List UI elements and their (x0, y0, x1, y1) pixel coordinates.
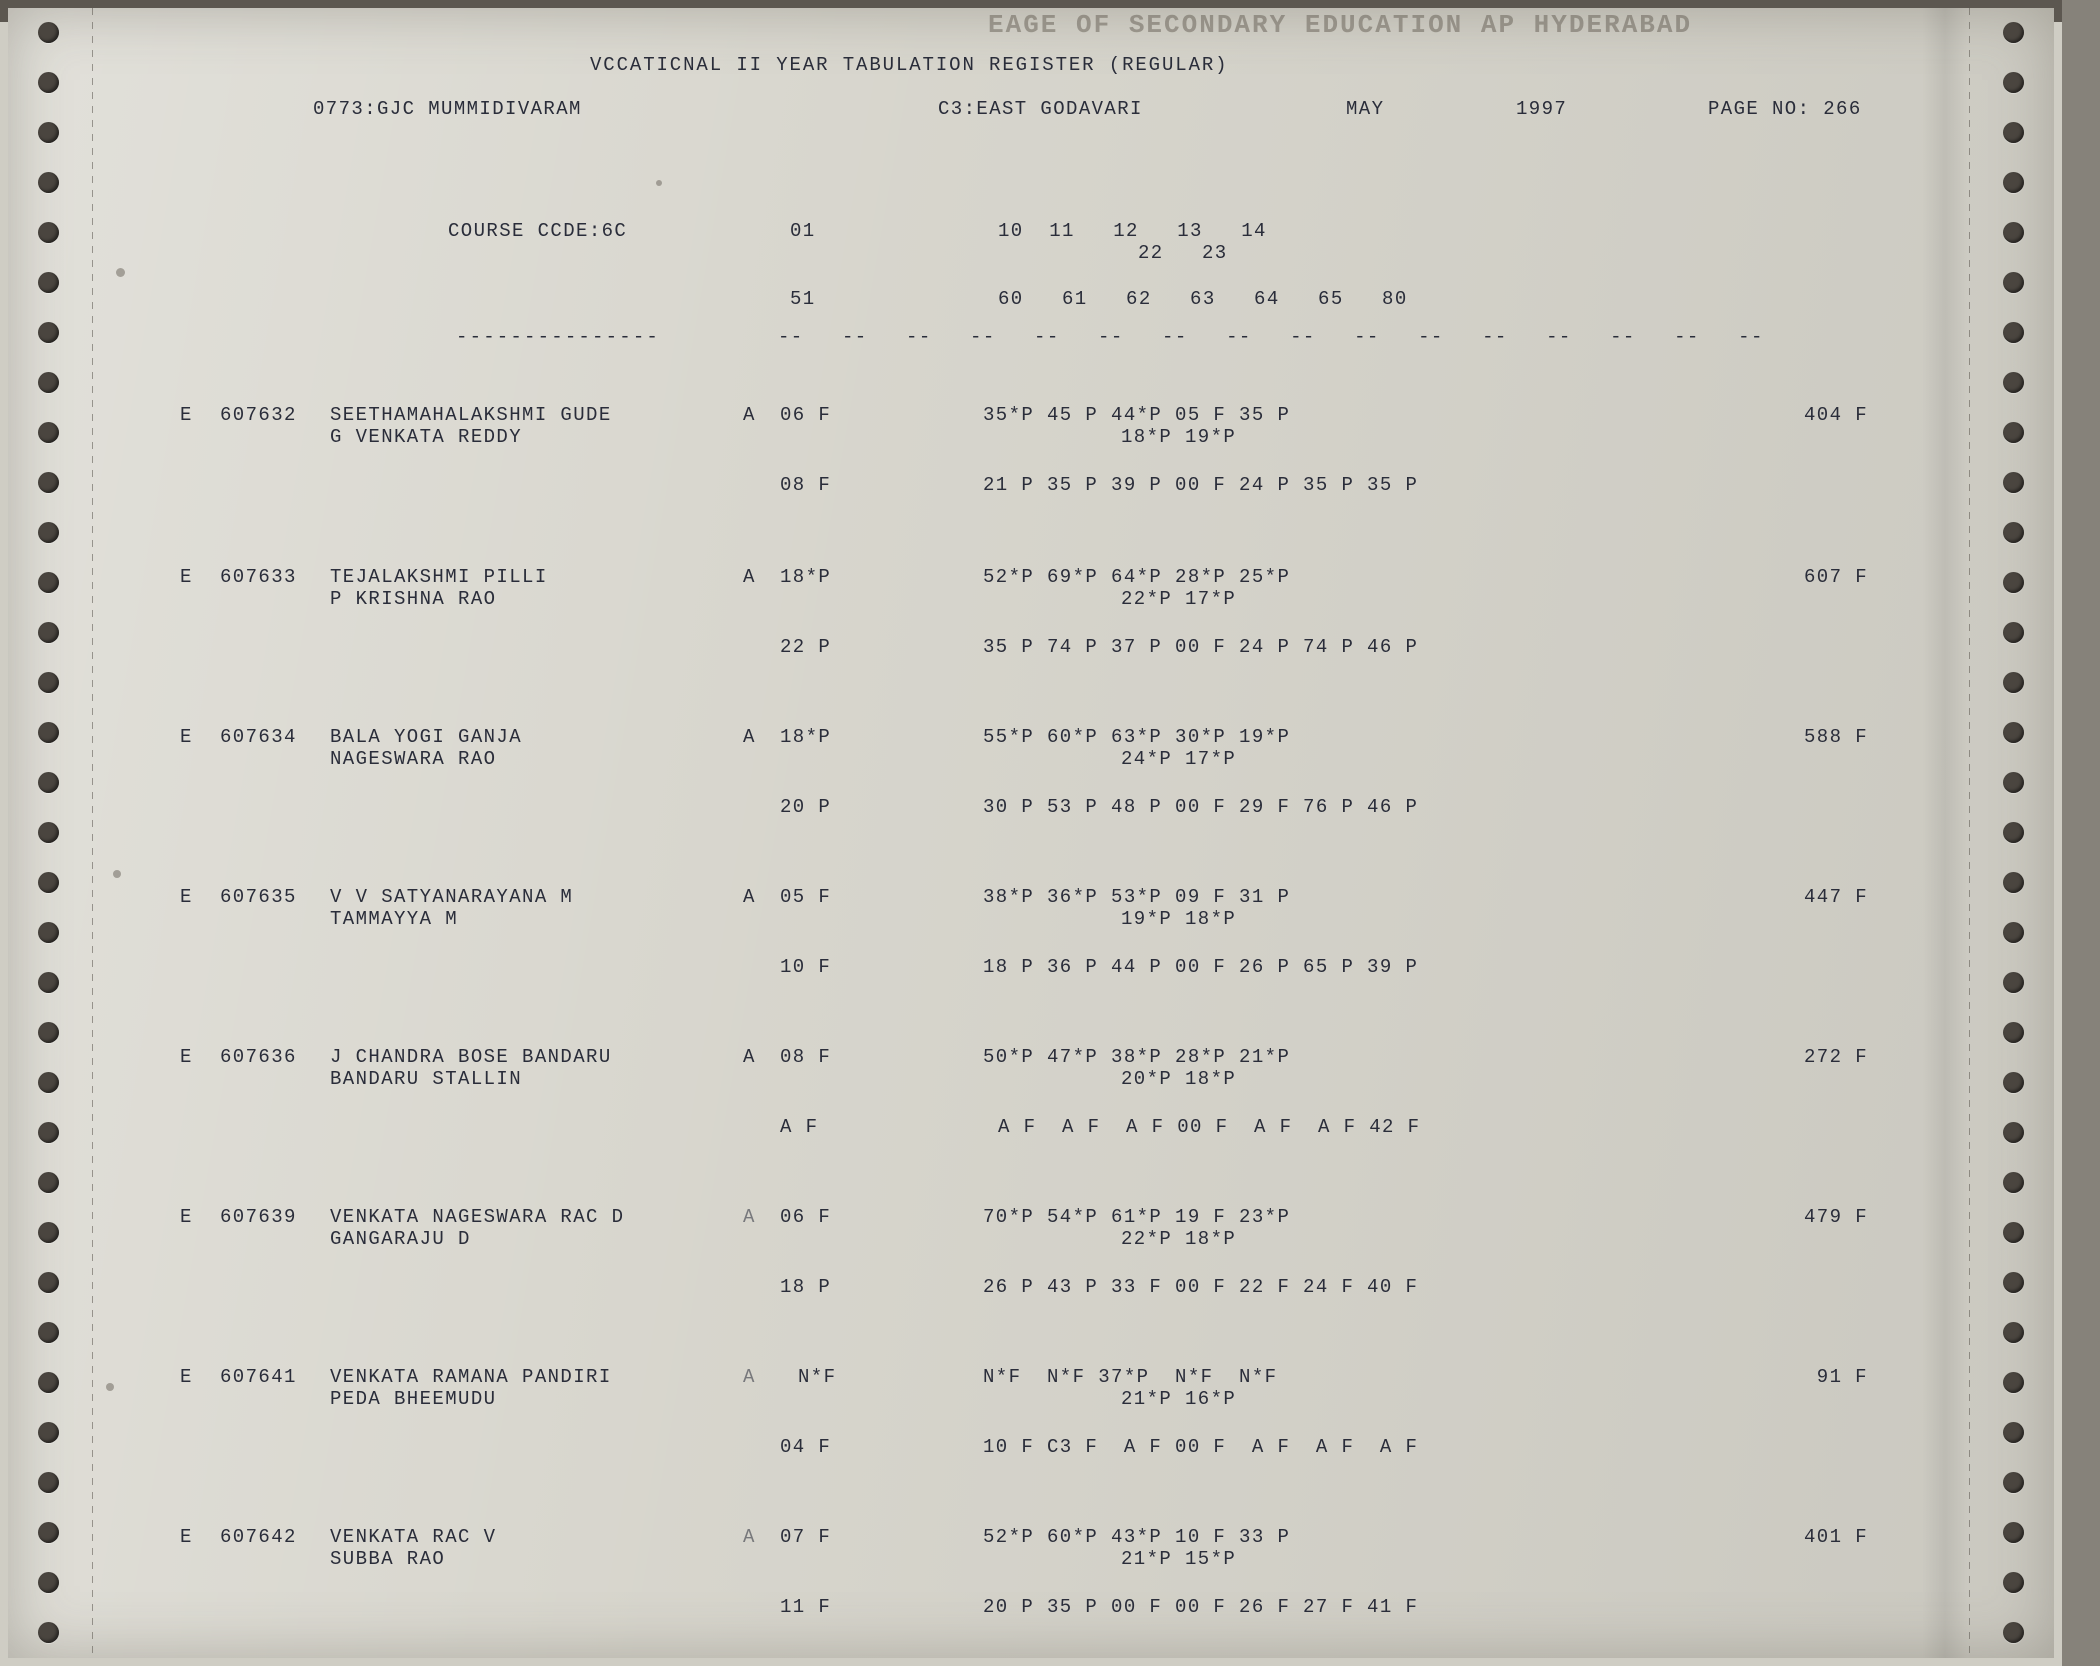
record-status-flag: E (180, 1526, 193, 1548)
candidate-name: SEETHAMAHALAKSHMI GUDE (330, 404, 612, 426)
mark-col-01: 08 F (780, 1046, 832, 1068)
father-name: GANGARAJU D (330, 1228, 471, 1250)
scan-speck (656, 180, 662, 186)
marks-row-1: 38*P 36*P 53*P 09 F 31 P (983, 886, 1291, 908)
marks-row-1: 35*P 45 P 44*P 05 F 35 P (983, 404, 1291, 426)
candidate-name: V V SATYANARAYANA M (330, 886, 574, 908)
marks-row-2: 19*P 18*P (1121, 908, 1237, 930)
mark-col-51: A F (780, 1116, 819, 1138)
separator-dashes-label: --------------- (456, 326, 661, 348)
record-status-flag: E (180, 886, 193, 908)
continuous-form-sheet (8, 8, 2054, 1658)
roll-number: 607641 (220, 1366, 297, 1388)
document-title: VCCATICNAL II YEAR TABULATION REGISTER (REGULAR) (590, 54, 1229, 76)
exam-month: MAY (1346, 98, 1385, 120)
attempt-code: A (743, 1206, 756, 1228)
mark-col-01: 07 F (780, 1526, 832, 1548)
scan-speck (106, 1383, 114, 1391)
previous-page-bleed-text: EAGE OF SECONDARY EDUCATION AP HYDERABAD (988, 10, 1693, 40)
marks-row-1: 50*P 47*P 38*P 28*P 21*P (983, 1046, 1291, 1068)
scan-background-right (2062, 0, 2100, 1666)
mark-col-51: 10 F (780, 956, 832, 978)
mark-col-51: 22 P (780, 636, 832, 658)
record-status-flag: E (180, 404, 193, 426)
attempt-code: A (743, 1526, 756, 1548)
father-name: BANDARU STALLIN (330, 1068, 523, 1090)
separator-dashes-columns: -- -- -- -- -- -- -- -- -- -- -- -- -- -- -- -- (778, 326, 1764, 348)
marks-row-3: 21 P 35 P 39 P 00 F 24 P 35 P 35 P (983, 474, 1419, 496)
candidate-name: VENKATA NAGESWARA RAC D (330, 1206, 625, 1228)
scan-speck (113, 870, 121, 878)
marks-row-3: 30 P 53 P 48 P 00 F 29 F 76 P 46 P (983, 796, 1419, 818)
marks-row-2: 21*P 15*P (1121, 1548, 1237, 1570)
roll-number: 607632 (220, 404, 297, 426)
marks-row-1: N*F N*F 37*P N*F N*F (983, 1366, 1278, 1388)
attempt-code: A (743, 726, 756, 748)
mark-col-01: 18*P (780, 726, 832, 748)
record-status-flag: E (180, 1366, 193, 1388)
record-status-flag: E (180, 1046, 193, 1068)
marks-row-3: 26 P 43 P 33 F 00 F 22 F 24 F 40 F (983, 1276, 1419, 1298)
mark-col-01: 06 F (780, 404, 832, 426)
marks-row-2: 21*P 16*P (1121, 1388, 1237, 1410)
subject-code-51: 51 (790, 288, 816, 310)
record-status-flag: E (180, 1206, 193, 1228)
father-name: G VENKATA REDDY (330, 426, 523, 448)
father-name: NAGESWARA RAO (330, 748, 497, 770)
subject-code-01: 01 (790, 220, 816, 242)
marks-row-3: 10 F C3 F A F 00 F A F A F A F (983, 1436, 1419, 1458)
roll-number: 607633 (220, 566, 297, 588)
record-status-flag: E (180, 566, 193, 588)
subject-codes-row1: 10 11 12 13 14 (998, 220, 1267, 242)
marks-row-1: 52*P 69*P 64*P 28*P 25*P (983, 566, 1291, 588)
record-status-flag: E (180, 726, 193, 748)
scan-speck (116, 268, 125, 277)
father-name: SUBBA RAO (330, 1548, 446, 1570)
roll-number: 607634 (220, 726, 297, 748)
attempt-code: A (743, 1366, 756, 1388)
candidate-name: TEJALAKSHMI PILLI (330, 566, 548, 588)
marks-row-1: 70*P 54*P 61*P 19 F 23*P (983, 1206, 1291, 1228)
roll-number: 607636 (220, 1046, 297, 1068)
roll-number: 607635 (220, 886, 297, 908)
attempt-code: A (743, 404, 756, 426)
marks-row-2: 24*P 17*P (1121, 748, 1237, 770)
mark-col-51: 04 F (780, 1436, 832, 1458)
page-number: PAGE NO: 266 (1708, 98, 1862, 120)
college-code: 0773:GJC MUMMIDIVARAM (313, 98, 582, 120)
marks-row-1: 52*P 60*P 43*P 10 F 33 P (983, 1526, 1291, 1548)
subject-codes-row3: 60 61 62 63 64 65 80 (998, 288, 1408, 310)
father-name: TAMMAYYA M (330, 908, 459, 930)
district-code: C3:EAST GODAVARI (938, 98, 1143, 120)
mark-col-01: N*F (798, 1366, 837, 1388)
marks-row-3: A F A F A F 00 F A F A F 42 F (998, 1116, 1421, 1138)
marks-row-2: 18*P 19*P (1121, 426, 1237, 448)
roll-number: 607639 (220, 1206, 297, 1228)
marks-row-2: 22*P 17*P (1121, 588, 1237, 610)
mark-col-51: 18 P (780, 1276, 832, 1298)
candidate-name: VENKATA RAMANA PANDIRI (330, 1366, 612, 1388)
mark-col-01: 05 F (780, 886, 832, 908)
mark-col-51: 08 F (780, 474, 832, 496)
subject-codes-row2: 22 23 (1138, 242, 1228, 264)
marks-row-3: 18 P 36 P 44 P 00 F 26 P 65 P 39 P (983, 956, 1419, 978)
roll-number: 607642 (220, 1526, 297, 1548)
marks-row-3: 20 P 35 P 00 F 00 F 26 F 27 F 41 F (983, 1596, 1419, 1618)
attempt-code: A (743, 566, 756, 588)
mark-col-01: 18*P (780, 566, 832, 588)
marks-row-2: 20*P 18*P (1121, 1068, 1237, 1090)
attempt-code: A (743, 1046, 756, 1068)
marks-row-2: 22*P 18*P (1121, 1228, 1237, 1250)
candidate-name: BALA YOGI GANJA (330, 726, 523, 748)
marks-row-3: 35 P 74 P 37 P 00 F 24 P 74 P 46 P (983, 636, 1419, 658)
father-name: PEDA BHEEMUDU (330, 1388, 497, 1410)
candidate-name: VENKATA RAC V (330, 1526, 497, 1548)
mark-col-01: 06 F (780, 1206, 832, 1228)
mark-col-51: 20 P (780, 796, 832, 818)
father-name: P KRISHNA RAO (330, 588, 497, 610)
candidate-name: J CHANDRA BOSE BANDARU (330, 1046, 612, 1068)
printed-content: EAGE OF SECONDARY EDUCATION AP HYDERABAD VCCATICNAL II YEAR TABULATION REGISTER (REGULAR) 0773:GJC MUMMIDIVARAM C3:EAST GODAVARI MAY 1997 PAGE NO: 266 COURSE CCDE:6C 01 10 11 12 13 14 22 23 51 60 61 62 63 64 65 80 --------------- -- -- -- -- -- -- -- -- -- -- -- -- -- -- -- -- E 607632 SEETHAMAHALAKSHMI GUDE G VENKATA REDDY A 06 F 35*P 45 P 44*P 05 F 35 P 18*P 19*P 08 F 21 P 35 P 39 P 00 F 24 P 35 P 35 P 404 F E 607633 TEJALAKSHMI PILLI P KRISHNA RAO A 18*P 52*P 69*P 64*P 28*P 25*P 22*P 17*P 22 P 35 P 74 P 37 P 00 F 24 P 74 P 46 P 607 F E 607634 BALA YOGI GANJA NAGESWARA RAO A 18*P 55*P 60*P 63*P 30*P 19*P 24*P 17*P 20 P 30 P 53 P 48 P 00 F 29 F 76 P 46 P 588 F E 607635 V V SATYANARAYANA M TAMMAYYA M A 05 F 38*P 36*P 53*P 09 F 31 P 19*P 18*P 10 F 18 P 36 P 44 P 00 F 26 P 65 P 39 P 447 F E 607636 J CHANDRA BOSE BANDARU BANDARU STALLIN A 08 F 50*P 47*P 38*P 28*P 21*P 20*P 18*P A F A F A F A F 00 F A F A F 42 F 272 F E 607639 VENKATA NAGESWARA RAC D GANGARAJU D A 06 F 70*P 54*P 61*P 19 F 23*P 22*P 18*P 18 P 26 P 43 P 33 F 00 F 22 F 24 F 40 F 479 F E 607641 VENKATA RAMANA PANDIRI PEDA BHEEMUDU A N*F N*F N*F 37*P N*F N*F 21*P 16*P 04 F 10 F C3 F A F 00 F A F A F A F 91 F E 607642 VENKATA RAC V SUBBA RAO A 07 F 52*P 60*P 43*P 10 F 33 P 21*P 15*P 11 F 20 P 35 P 00 F 00 F 26 F 27 F 41 F 401 F (8, 8, 2054, 1658)
course-code-label: COURSE CCDE:6C (448, 220, 628, 242)
marks-row-1: 55*P 60*P 63*P 30*P 19*P (983, 726, 1291, 748)
mark-col-51: 11 F (780, 1596, 832, 1618)
exam-year: 1997 (1516, 98, 1568, 120)
attempt-code: A (743, 886, 756, 908)
